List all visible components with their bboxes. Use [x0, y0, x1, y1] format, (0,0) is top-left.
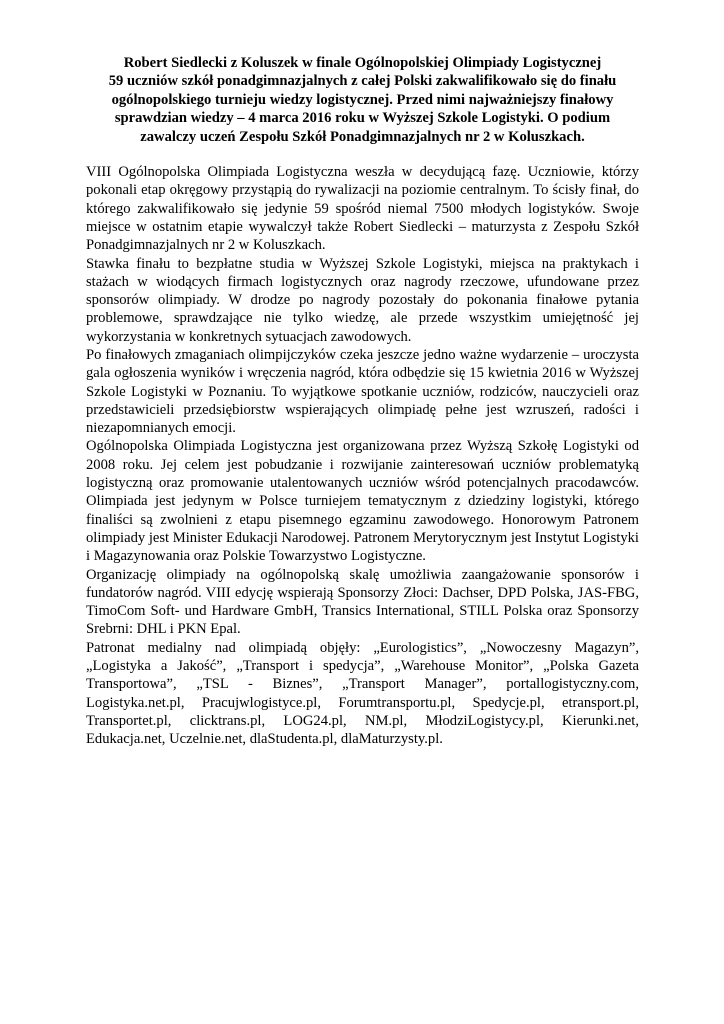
- document-page: [86, 54, 639, 749]
- paragraph-sponsors: Organizację olimpiady na ogólnopolską skalę umożliwia zaangażowanie sponsorów i fundatorów nagród. VIII edycję wspierają Sponsorzy Złoci: Dachser, DPD Polska, JAS-FBG, TimoCom Soft- und Hardware GmbH, Transics International, STILL Polska oraz Sponsorzy Srebrni: DHL i PKN Epal.: [86, 566, 639, 638]
- heading-line: 59 uczniów szkół ponadgimnazjalnych z całej Polski zakwalifikowało się do finału: [108, 73, 617, 90]
- paragraph-media-patronage: Patronat medialny nad olimpiadą objęły: „Eurologistics”, „Nowoczesny Magazyn”, „Logistyka a Jakość”, „Transport i spedycja”, „Warehouse Monitor”, „Polska Gazeta Transportowa”, „TSL - Biznes”, „Transport Manager”, portallogistyczny.com, Logistyka.net.pl, Pracujwlogistyce.pl, Forumtransportu.pl, Spedycje.pl, etransport.pl, Transportet.pl, clicktrans.pl, LOG24.pl, NM.pl, MłodziLogistycy.pl, Kierunki.net, Edukacja.net, Uczelnie.net, dlaStudenta.pl, dlaMaturzysty.pl.: [86, 639, 639, 748]
- heading-line: sprawdzian wiedzy – 4 marca 2016 roku w Wyższej Szkole Logistyki. O podium: [114, 110, 611, 127]
- paragraph-prizes: Stawka finału to bezpłatne studia w Wyższej Szkole Logistyki, miejsca na praktykach i stażach w wiodących firmach logistycznych oraz nagrody rzeczowe, ufundowane przez sponsorów olimpiady. W drodze po nagrody pozostały do pokonania finałowe pytania problemowe, sprawdzające nie tylko wiedzę, ale przede wszystkim umiejętność jej wykorzystania w konkretnych sytuacjach zawodowych.: [86, 255, 639, 345]
- heading-line: ogólnopolskiego turnieju wiedzy logistycznej. Przed nimi najważniejszy finałowy: [111, 91, 614, 108]
- paragraph-gala: Po finałowych zmaganiach olimpijczyków czeka jeszcze jedno ważne wydarzenie – uroczysta gala ogłoszenia wyników i wręczenia nagród, która odbędzie się 15 kwietnia 2016 w Wyższej Szkole Logistyki w Poznaniu. To wyjątkowe spotkanie uczniów, rodziców, nauczycieli oraz przedstawicieli przedsiębiorstw wspierających olimpiadę pełne jest wzruszeń, radości i niezapomnianych emocji.: [86, 347, 639, 437]
- article-body: [86, 163, 639, 749]
- paragraph-intro: VIII Ogólnopolska Olimpiada Logistyczna weszła w decydującą fazę. Uczniowie, którzy pokonali etap okręgowy przystąpią do rywalizacji na poziomie centralnym. To ścisły finał, do którego zakwalifikowało się jedynie 59 spośród niemal 7500 młodych logistyków. Swoje miejsce w ostatnim etapie wywalczył także Robert Siedlecki – maturzysta z Zespołu Szkół Ponadgimnazjalnych nr 2 w Koluszkach.: [86, 164, 639, 254]
- heading-line: zawalczy uczeń Zespołu Szkół Ponadgimnazjalnych nr 2 w Koluszkach.: [140, 128, 585, 145]
- paragraph-organizer: Ogólnopolska Olimpiada Logistyczna jest organizowana przez Wyższą Szkołę Logistyki od 2008 roku. Jej celem jest pobudzanie i rozwijanie zainteresowań uczniów problematyką logistyczną oraz promowanie utalentowanych uczniów wśród potencjalnych pracodawców. Olimpiada jest jedynym w Polsce turniejem tematycznym z dziedziny logistyki, którego finaliści są zwolnieni z etapu pisemnego egzaminu zawodowego. Honorowym Patronem olimpiady jest Minister Edukacji Narodowej. Patronem Merytorycznym jest Instytut Logistyki i Magazynowania oraz Polskie Towarzystwo Logistyczne.: [86, 438, 639, 565]
- heading-line: Robert Siedlecki z Koluszek w finale Ogólnopolskiej Olimpiady Logistycznej: [123, 55, 602, 71]
- article-heading: [86, 54, 639, 146]
